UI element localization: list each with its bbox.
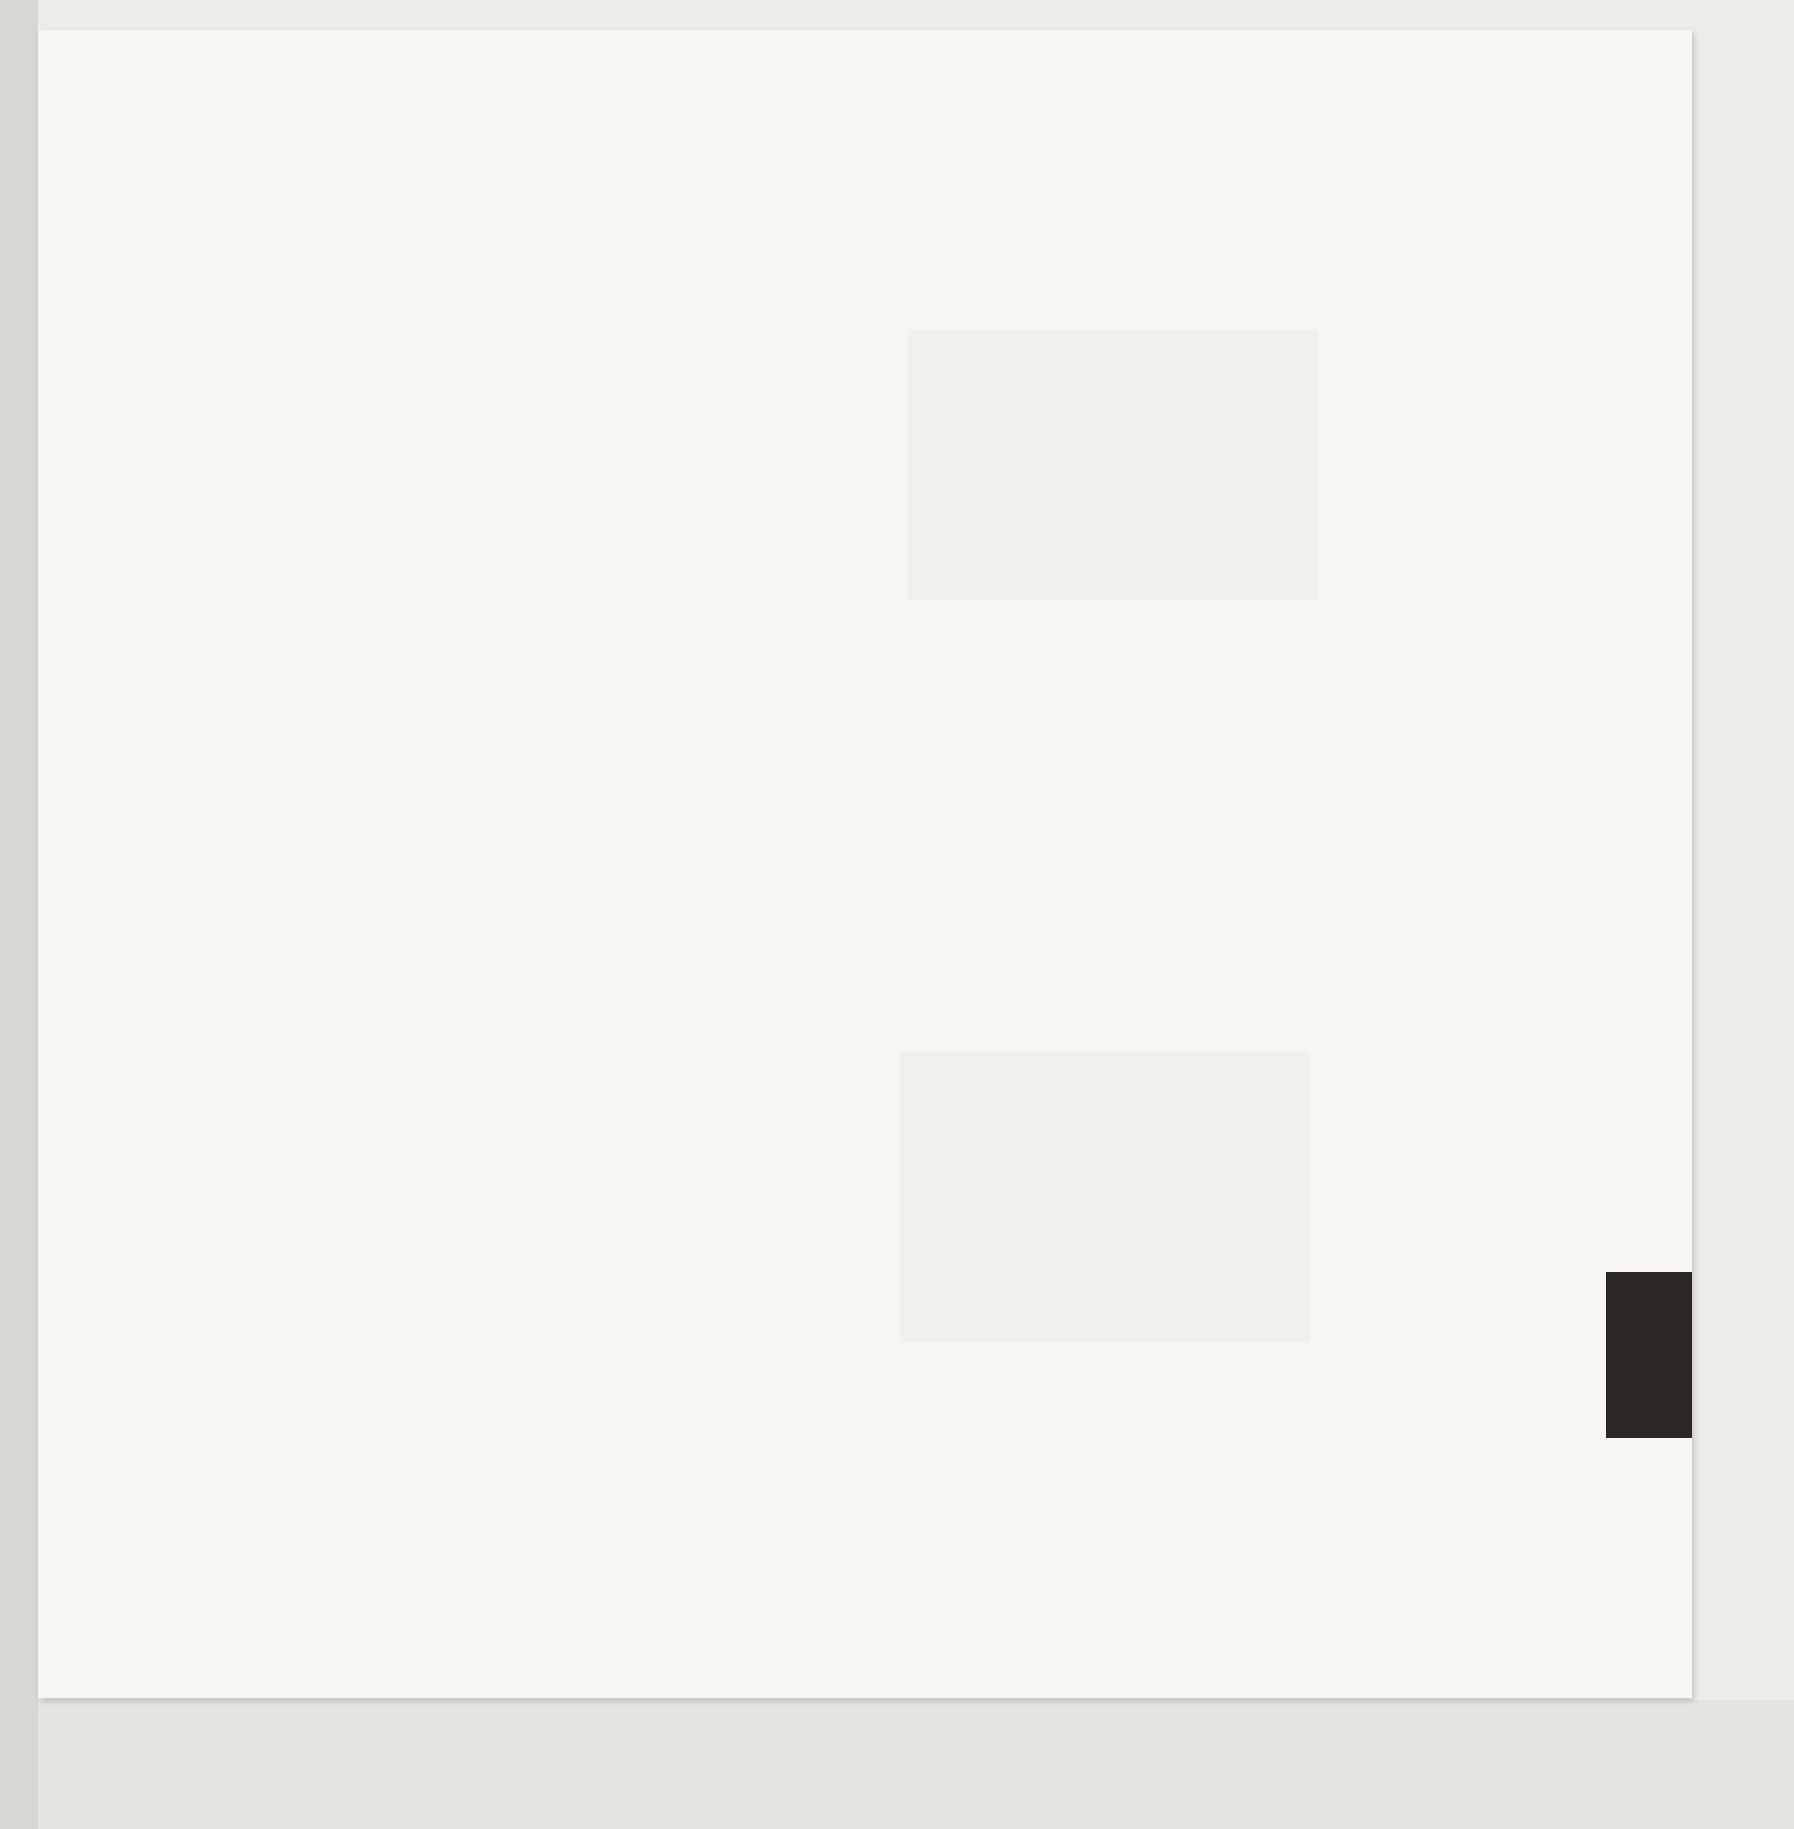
section-tab xyxy=(1606,1272,1692,1438)
background-surface xyxy=(38,1700,1794,1829)
page-footer xyxy=(222,1590,1508,1630)
manual-page xyxy=(38,30,1692,1698)
spiral-binding xyxy=(38,0,1692,120)
page-content xyxy=(216,320,1516,378)
show-through-image xyxy=(900,1052,1310,1342)
page-left-edge xyxy=(0,0,38,1829)
